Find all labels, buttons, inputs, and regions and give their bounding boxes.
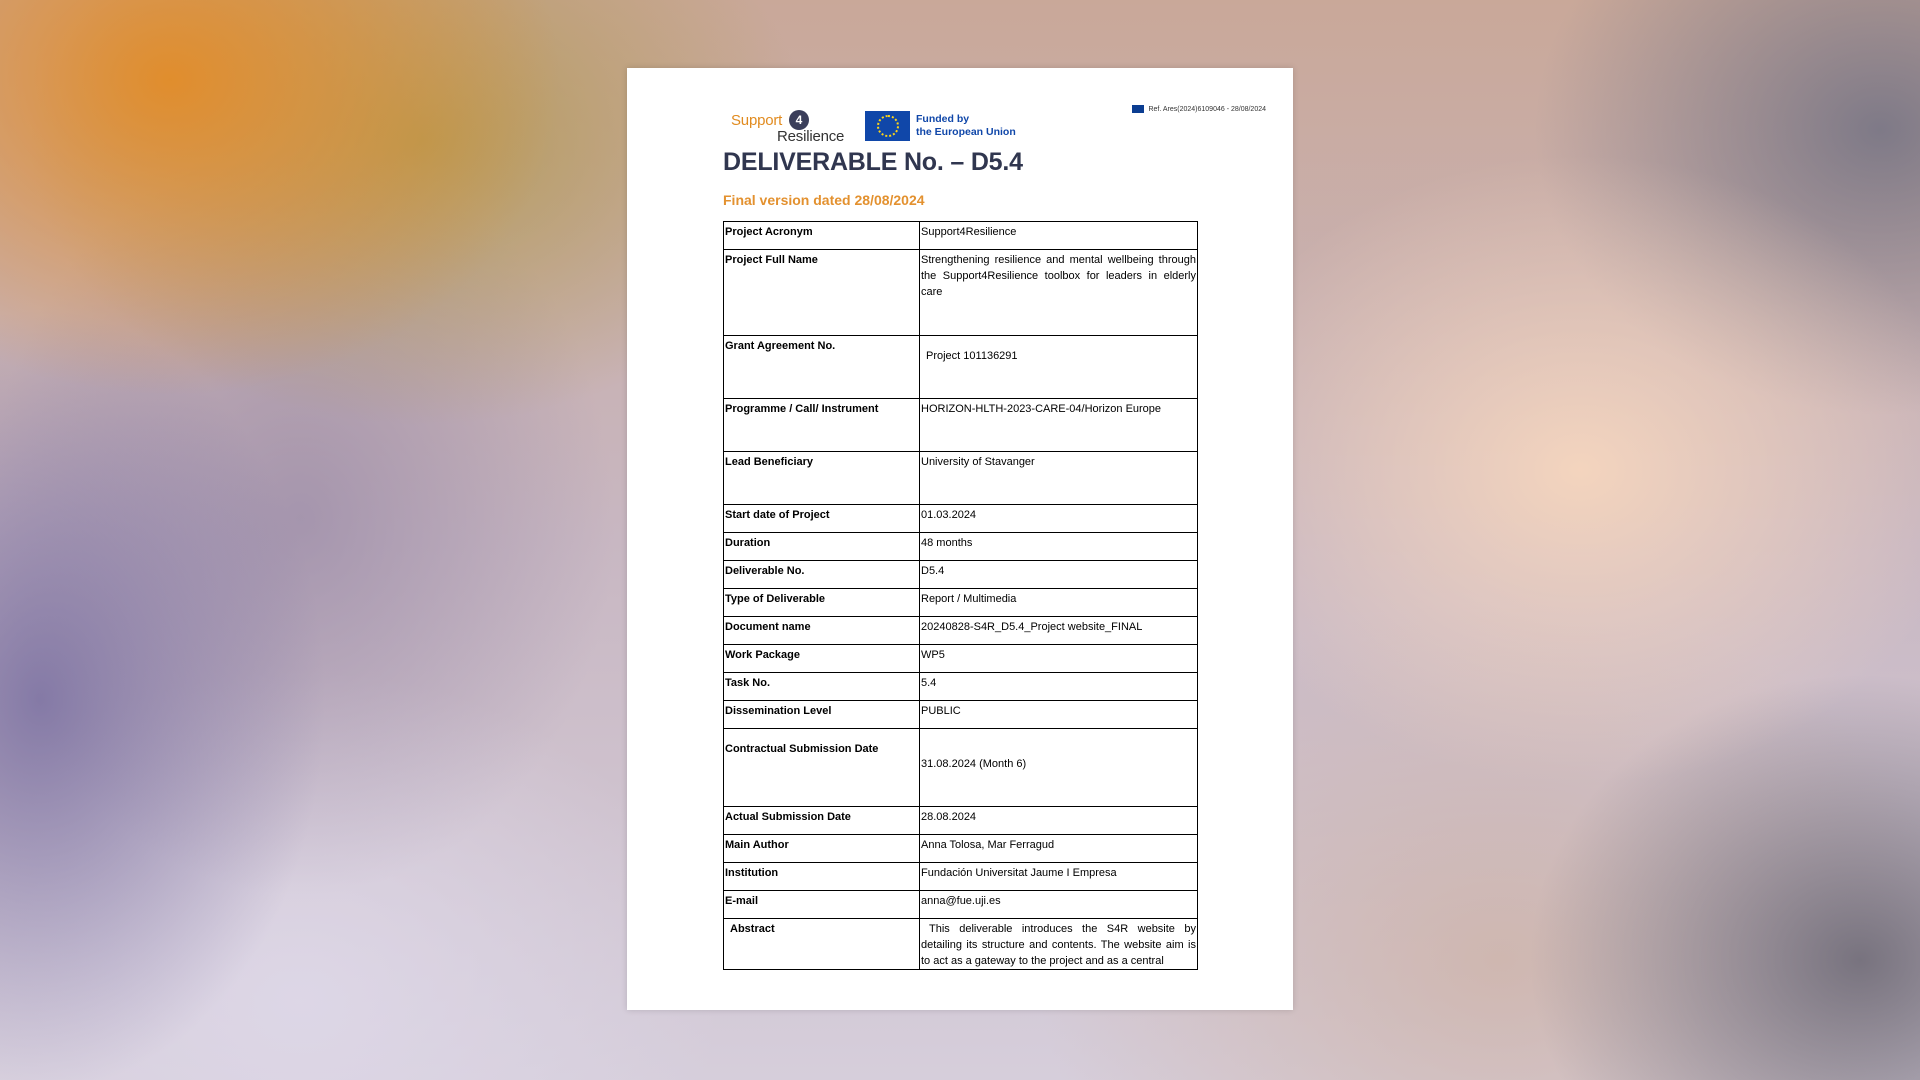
logo-bar bbox=[731, 108, 1016, 144]
document-page bbox=[627, 68, 1293, 1010]
table-row bbox=[724, 891, 1198, 919]
row-value: anna@fue.uji.es bbox=[920, 891, 1198, 919]
row-label: Document name bbox=[724, 617, 920, 645]
row-label: Start date of Project bbox=[724, 505, 920, 533]
abstract-cell bbox=[920, 919, 1198, 970]
table-row bbox=[724, 645, 1198, 673]
row-label: Task No. bbox=[724, 673, 920, 701]
table-row bbox=[724, 222, 1198, 250]
table-row bbox=[724, 336, 1198, 399]
eu-funding-text bbox=[916, 113, 1016, 139]
table-row bbox=[724, 399, 1198, 452]
row-label: Deliverable No. bbox=[724, 561, 920, 589]
row-value: PUBLIC bbox=[920, 701, 1198, 729]
row-value: Anna Tolosa, Mar Ferragud bbox=[920, 835, 1198, 863]
table-row bbox=[724, 863, 1198, 891]
row-value: Support4Resilience bbox=[920, 222, 1198, 250]
row-label: Project Full Name bbox=[724, 250, 920, 336]
row-label: Duration bbox=[724, 533, 920, 561]
deliverable-title: DELIVERABLE No. – D5.4 bbox=[723, 148, 1023, 176]
row-label: Type of Deliverable bbox=[724, 589, 920, 617]
abstract-text: This deliverable introduces the S4R website by detailing its structure and contents. The website aim is to act as a gateway to the project and as a central bbox=[921, 923, 1196, 967]
logo-support-text: Support bbox=[731, 112, 783, 129]
row-value: 5.4 bbox=[920, 673, 1198, 701]
eu-funding-line1: Funded by bbox=[916, 113, 970, 125]
row-value: University of Stavanger bbox=[920, 452, 1198, 505]
logo-resilience-text: Resilience bbox=[777, 128, 845, 145]
table-row bbox=[724, 835, 1198, 863]
row-label: E-mail bbox=[724, 891, 920, 919]
eu-stars-icon bbox=[877, 115, 899, 137]
eu-funding-logo bbox=[865, 111, 1016, 141]
table-row bbox=[724, 533, 1198, 561]
table-row bbox=[724, 250, 1198, 336]
row-value: 48 months bbox=[920, 533, 1198, 561]
row-label: Lead Beneficiary bbox=[724, 452, 920, 505]
row-value: Report / Multimedia bbox=[920, 589, 1198, 617]
eu-flag-icon bbox=[865, 111, 910, 141]
row-value: D5.4 bbox=[920, 561, 1198, 589]
row-label: Institution bbox=[724, 863, 920, 891]
table-row bbox=[724, 701, 1198, 729]
reference-text: Ref. Ares(2024)6109046 - 28/08/2024 bbox=[1148, 105, 1266, 113]
row-value: 31.08.2024 (Month 6) bbox=[920, 729, 1198, 807]
row-value: 28.08.2024 bbox=[920, 807, 1198, 835]
table-row bbox=[724, 505, 1198, 533]
table-row bbox=[724, 673, 1198, 701]
row-label: Dissemination Level bbox=[724, 701, 920, 729]
logo-four-badge: 4 bbox=[789, 110, 809, 130]
support4resilience-logo bbox=[731, 108, 851, 144]
table-row bbox=[724, 452, 1198, 505]
table-row bbox=[724, 589, 1198, 617]
row-value: 20240828-S4R_D5.4_Project website_FINAL bbox=[920, 617, 1198, 645]
row-label: Project Acronym bbox=[724, 222, 920, 250]
row-label: Main Author bbox=[724, 835, 920, 863]
row-value: HORIZON-HLTH-2023-CARE-04/Horizon Europe bbox=[920, 399, 1198, 452]
table-row bbox=[724, 807, 1198, 835]
project-info-table bbox=[723, 221, 1198, 970]
table-row bbox=[724, 919, 1198, 970]
table-row bbox=[724, 617, 1198, 645]
row-value: 01.03.2024 bbox=[920, 505, 1198, 533]
eu-flag-small-icon bbox=[1132, 105, 1144, 113]
row-value: Strengthening resilience and mental wellbeing through the Support4Resilience toolbox for leaders in elderly care bbox=[920, 250, 1198, 336]
row-label: Contractual Submission Date bbox=[724, 729, 920, 807]
row-label: Abstract bbox=[724, 919, 920, 970]
version-subtitle: Final version dated 28/08/2024 bbox=[723, 192, 925, 208]
row-value: Project 101136291 bbox=[920, 336, 1198, 399]
row-label: Programme / Call/ Instrument bbox=[724, 399, 920, 452]
table-row bbox=[724, 729, 1198, 807]
table-row bbox=[724, 561, 1198, 589]
row-label: Grant Agreement No. bbox=[724, 336, 920, 399]
row-value: Fundación Universitat Jaume I Empresa bbox=[920, 863, 1198, 891]
reference-stamp bbox=[1132, 105, 1266, 113]
row-value: WP5 bbox=[920, 645, 1198, 673]
row-label: Actual Submission Date bbox=[724, 807, 920, 835]
row-label: Work Package bbox=[724, 645, 920, 673]
eu-funding-line2: the European Union bbox=[916, 126, 1016, 138]
